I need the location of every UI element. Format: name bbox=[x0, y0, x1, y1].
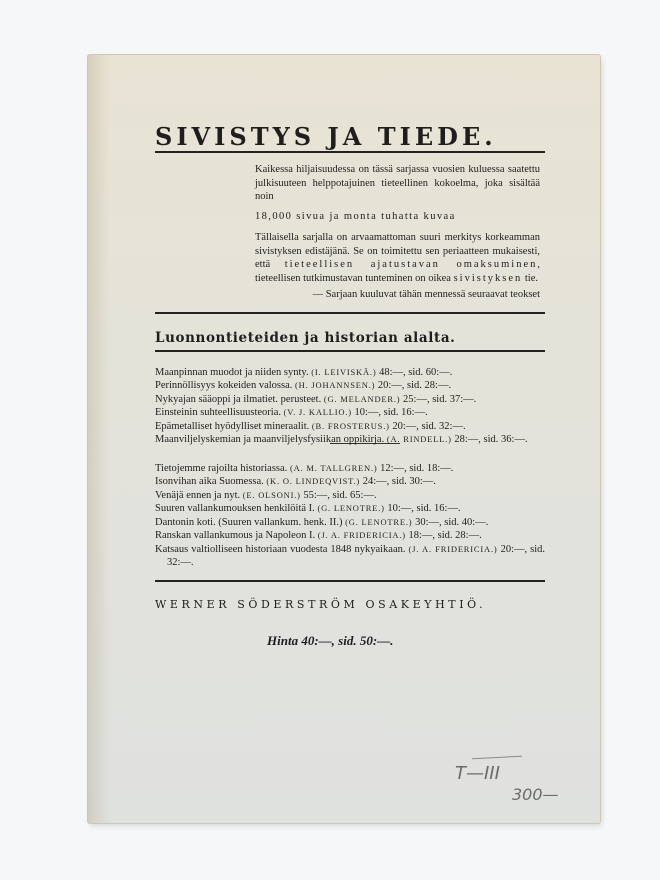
book-title: Tietojemme rajoilta historiassa. bbox=[155, 462, 288, 474]
book-author: (G. LENOTRE.) bbox=[345, 516, 413, 527]
book-list-group-1 bbox=[155, 366, 545, 447]
intro-p2-spaced2: sivistyksen bbox=[453, 272, 523, 284]
intro-rule bbox=[155, 312, 545, 314]
intro-p2-c: tie. bbox=[524, 272, 538, 284]
book-entry bbox=[155, 475, 545, 489]
intro-p2-spaced: tieteellisen ajatustavan omaksuminen bbox=[284, 259, 538, 270]
book-author: (K. O. LINDEQVIST.) bbox=[266, 476, 361, 486]
book-list-group-2 bbox=[155, 462, 545, 570]
book-author: (H. JOHANNSEN.) bbox=[295, 380, 376, 390]
book-entry bbox=[155, 529, 545, 543]
series-title: SIVISTYS JA TIEDE. bbox=[155, 122, 497, 151]
handwritten-amount: 300— bbox=[512, 785, 559, 804]
book-author: (E. OLSONI.) bbox=[242, 489, 301, 500]
intro-highlight: 18,000 sivua ja monta tuhatta kuvaa bbox=[255, 210, 456, 222]
book-entry bbox=[155, 489, 545, 503]
book-price: 20:—, sid. 32:—. bbox=[167, 543, 546, 568]
book-title: Einsteinin suhteellisuusteoria. bbox=[155, 407, 281, 418]
book-entry bbox=[155, 516, 545, 530]
book-entry bbox=[155, 406, 545, 420]
book-entry bbox=[155, 366, 545, 380]
book-price: 20:—, sid. 28:—. bbox=[377, 380, 452, 391]
book-price: 10:—, sid. 16:—. bbox=[387, 503, 461, 514]
book-author: (G. LENOTRE.) bbox=[317, 503, 385, 513]
book-author: (B. FROSTERUS.) bbox=[311, 420, 390, 431]
book-author: (A. M. TALLGREN.) bbox=[289, 462, 378, 473]
book-price: 48:—, sid. 60:—. bbox=[379, 366, 453, 378]
series-price: Hinta 40:—, sid. 50:—. bbox=[267, 632, 394, 648]
publisher-name: WERNER SÖDERSTRÖM OSAKEYHTIÖ. bbox=[155, 597, 487, 611]
cover-spine-shadow bbox=[88, 55, 110, 823]
cover-content bbox=[155, 122, 545, 649]
book-author: (A. RINDELL.) bbox=[386, 434, 452, 444]
book-author: (I. LEIVISKÄ.) bbox=[311, 366, 377, 377]
book-author: (J. A. FRIDERICIA.) bbox=[408, 543, 498, 554]
subtitle-rule bbox=[155, 350, 545, 352]
intro-paragraph-1: Kaikessa hiljaisuudessa on tässä sarjassa vuosien kuluessa saatettu julkisuuteen helppotajuinen tieteellinen kokoelma, joka sisältää noin bbox=[255, 164, 540, 202]
book-price: 55:—, sid. 65:—. bbox=[303, 489, 377, 501]
bottom-rule bbox=[155, 580, 545, 582]
book-entry bbox=[155, 462, 545, 476]
handwritten-code: T—III bbox=[455, 763, 500, 784]
book-author: (V. J. KALLIO.) bbox=[283, 407, 352, 417]
book-title: Epämetalliset hyödylliset mineraalit. bbox=[155, 420, 310, 432]
book-price: 20:—, sid. 32:—. bbox=[392, 420, 466, 432]
intro-block bbox=[255, 163, 540, 302]
book-title: Suuren vallankumouksen henkilöitä I. bbox=[155, 503, 315, 514]
intro-note: — Sarjaan kuuluvat tähän mennessä seuraavat teokset bbox=[312, 289, 540, 300]
book-entry bbox=[155, 393, 545, 407]
book-entry bbox=[155, 379, 545, 393]
book-title: Venäjä ennen ja nyt. bbox=[155, 489, 241, 501]
book-title: Perinnöllisyys kokeiden valossa. bbox=[155, 380, 293, 391]
section-subtitle: Luonnontieteiden ja historian alalta. bbox=[155, 329, 456, 346]
book-price: 25:—, sid. 37:—. bbox=[403, 393, 477, 405]
book-title: Katsaus valtiolliseen historiaan vuodesta 1848 nykyaikaan. bbox=[155, 543, 406, 555]
intro-p2-b: , tieteellisen tutkimustavan tunteminen on oikea bbox=[255, 259, 540, 284]
intro-paragraph-2 bbox=[255, 231, 540, 285]
book-price: 30:—, sid. 40:—. bbox=[415, 516, 489, 528]
book-title: Maanpinnan muodot ja niiden synty. bbox=[155, 366, 309, 378]
book-price: 10:—, sid. 16:—. bbox=[354, 407, 428, 418]
book-entry bbox=[155, 543, 545, 570]
book-title: Dantonin koti. (Suuren vallankum. henk. II.) bbox=[155, 516, 343, 528]
book-price: 24:—, sid. 30:—. bbox=[362, 476, 436, 487]
book-entry bbox=[155, 502, 545, 516]
book-title: Isonvihan aika Suomessa. bbox=[155, 476, 264, 487]
book-entry bbox=[155, 433, 545, 447]
book-author: (J. A. FRIDERICIA.) bbox=[317, 530, 406, 540]
book-price: 28:—, sid. 36:—. bbox=[454, 434, 528, 445]
intro-p2-a: Tällaisella sarjalla on arvaamattoman suuri merkitys korkeamman sivistyksen edistäjänä. Se on toimitettu sen periaatteen mukaisesti, että bbox=[255, 232, 540, 270]
book-list bbox=[155, 366, 545, 570]
book-price: 12:—, sid. 18:—. bbox=[380, 462, 454, 474]
book-entry bbox=[155, 420, 545, 434]
book-price: 18:—, sid. 28:—. bbox=[408, 530, 482, 541]
book-author: (G. MELANDER.) bbox=[323, 393, 401, 404]
book-title: Nykyajan sääoppi ja ilmatiet. perusteet. bbox=[155, 393, 322, 405]
title-rule bbox=[155, 151, 545, 153]
book-title: Maanviljelyskemian ja maanviljelysfysiikan oppikirja. bbox=[155, 434, 385, 445]
book-title: Ranskan vallankumous ja Napoleon I. bbox=[155, 530, 316, 541]
